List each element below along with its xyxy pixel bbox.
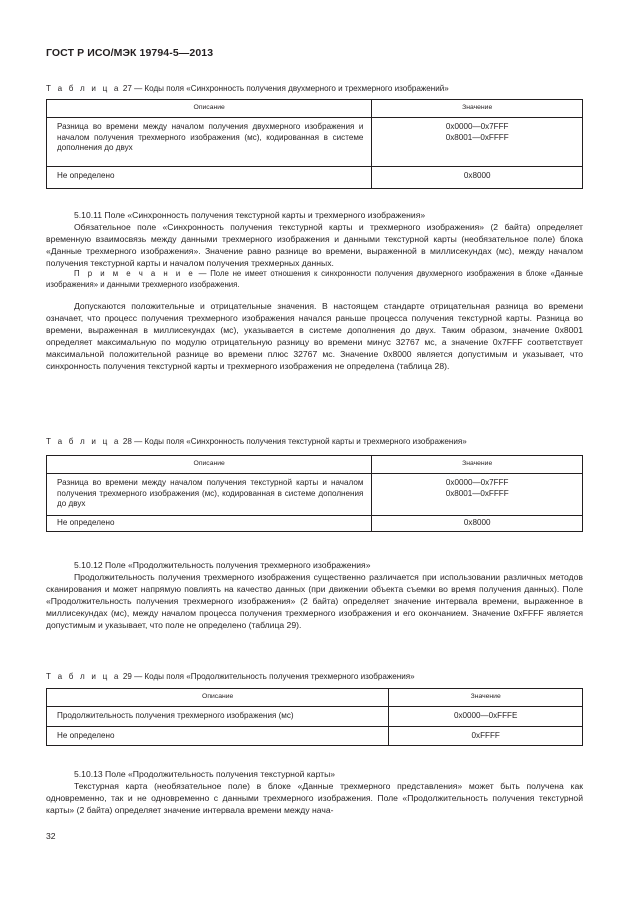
cell-description: Разница во времени между началом получения двухмерного изображения и началом получения трехмерного изображения (мс), кодированная в системе дополнения до двух	[47, 118, 372, 167]
note	[46, 269, 583, 290]
table-27-caption-prefix: Т а б л и ц а	[46, 84, 121, 93]
table-27-caption	[46, 84, 449, 93]
cell-value: 0x0000—0xFFFE	[389, 707, 583, 727]
table-29-caption-prefix: Т а б л и ц а	[46, 672, 121, 681]
paragraph: Текстурная карта (необязательное поле) в блоке «Данные трехмерного представления» может быть получена как одновременно, так и не одновременно с данными трехмерного изображения. Поле «Продолжительность получения текстурной карты» (2 байта) определяет значение интервала времени между нача-	[46, 781, 583, 815]
table-row	[47, 726, 583, 746]
section-5-10-11-continued	[46, 300, 583, 372]
cell-value: 0xFFFF	[389, 726, 583, 746]
paragraph: Обязательное поле «Синхронность получения текстурной карты и трехмерного изображения» (2 байта) определяет временную взаимосвязь между данными трехмерного изображения и данными текстурной карты (необязательное поле) блока «Данные трехмерного изображения». Значение равно разнице во времени, выраженной в миллисекундах (мс), между началом получения текстурной карты и началом получения трехмерных данных.	[46, 222, 583, 268]
cell-value	[372, 474, 583, 516]
section-heading: 5.10.12 Поле «Продолжительность получения трехмерного изображения»	[74, 560, 371, 570]
cell-value-line: 0x0000—0x7FFF	[445, 122, 509, 131]
table-row	[47, 118, 583, 167]
table-29-caption	[46, 672, 415, 681]
table-row	[47, 167, 583, 189]
table-28	[46, 455, 583, 532]
cell-value: 0x8000	[372, 516, 583, 532]
table-29	[46, 688, 583, 746]
cell-description: Не определено	[47, 726, 389, 746]
table-27-caption-text: 27 — Коды поля «Синхронность получения двухмерного и трехмерного изображений»	[122, 84, 449, 93]
cell-description: Не определено	[47, 167, 372, 189]
column-header-value: Значение	[372, 100, 583, 118]
section-heading: 5.10.13 Поле «Продолжительность получения текстурной карты»	[74, 769, 336, 779]
table-28-caption	[46, 437, 467, 446]
column-header-description: Описание	[47, 100, 372, 118]
table-29-caption-text: 29 — Коды поля «Продолжительность получения трехмерного изображения»	[122, 672, 415, 681]
table-header-row	[47, 456, 583, 474]
table-27	[46, 99, 583, 189]
table-28-caption-prefix: Т а б л и ц а	[46, 437, 121, 446]
column-header-description: Описание	[47, 689, 389, 707]
section-heading: 5.10.11 Поле «Синхронность получения текстурной карты и трехмерного изображения»	[74, 210, 426, 220]
column-header-value: Значение	[372, 456, 583, 474]
note-text: — Поле не имеет отношения к синхронности получения двухмерного изображения в блоке «Данные изображения» и данными трехмерного изображения.	[46, 269, 583, 289]
table-row	[47, 474, 583, 516]
page-number: 32	[46, 831, 56, 841]
table-header-row	[47, 689, 583, 707]
cell-description: Не определено	[47, 516, 372, 532]
cell-value-line: 0x8001—0xFFFF	[445, 132, 509, 142]
table-row	[47, 707, 583, 727]
note-prefix: П р и м е ч а н и е	[74, 269, 195, 278]
table-row	[47, 516, 583, 532]
cell-description: Разница во времени между началом получения текстурной карты и началом получения трехмерного изображения (мс), кодированная в системе дополнения до двух	[47, 474, 372, 516]
paragraph: Продолжительность получения трехмерного изображения существенно различается при использовании различных методов сканирования и может напрямую повлиять на качество данных (при движении объекта съемки во время получения данных). Поле «Продолжительность получения трехмерного изображения» (2 байта) определяет значение интервала времени, выраженное в миллисекундах (мс), между началом процесса получения трехмерного изображения и его окончанием. Значение 0xFFFF является допустимым и указывает, что поле не определено (таблица 29).	[46, 572, 583, 630]
cell-value: 0x8000	[372, 167, 583, 189]
document-header: ГОСТ Р ИСО/МЭК 19794-5—2013	[46, 47, 214, 59]
cell-value	[372, 118, 583, 167]
cell-value-line: 0x8001—0xFFFF	[445, 488, 509, 498]
column-header-value: Значение	[389, 689, 583, 707]
cell-description: Продолжительность получения трехмерного изображения (мс)	[47, 707, 389, 727]
paragraph: Допускаются положительные и отрицательные значения. В настоящем стандарте отрицательная разница во времени означает, что процесс получения трехмерного изображения начался раньше процесса получения текстурной карты. Разница во времени, выраженная в миллисекундах (мс), указывается в системе дополнения до двух. Таким образом, значение 0x8001 определяет максимальную по модулю отрицательную разницу во времени минус 32767 мс, а значение 0x7FFF соответствует максимальной положительной разнице во времени плюс 32767 мс. Значение 0x8000 является допустимым и указывает, что синхронность получения текстурной карты и трехмерного изображения не определена (таблица 28).	[46, 301, 583, 371]
table-header-row	[47, 100, 583, 118]
section-5-10-13	[46, 768, 583, 816]
section-5-10-11	[46, 209, 583, 269]
cell-value-line: 0x0000—0x7FFF	[445, 478, 509, 487]
column-header-description: Описание	[47, 456, 372, 474]
table-28-caption-text: 28 — Коды поля «Синхронность получения текстурной карты и трехмерного изображения»	[122, 437, 467, 446]
section-5-10-12	[46, 559, 583, 631]
